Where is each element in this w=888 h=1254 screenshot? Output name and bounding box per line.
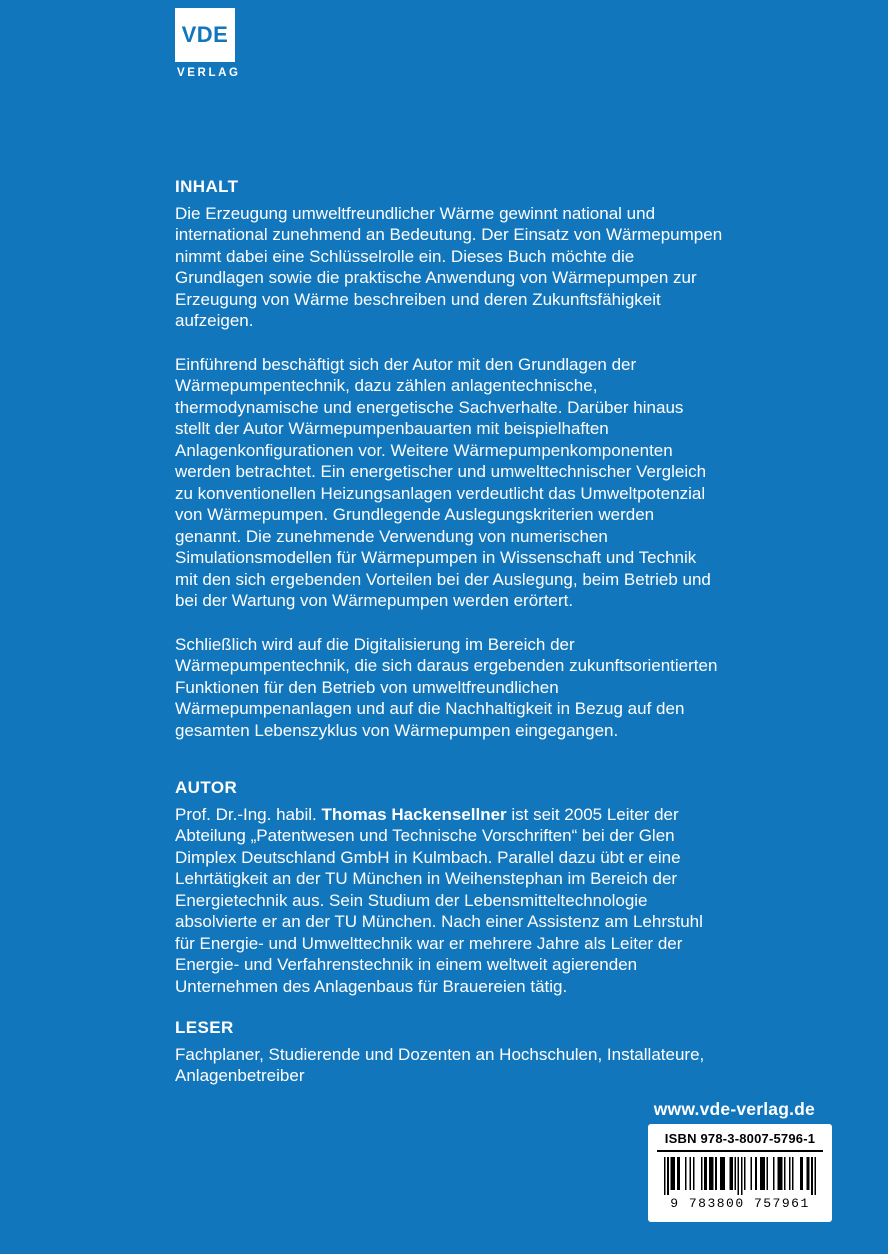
inhalt-paragraph-1: Die Erzeugung umweltfreundlicher Wärme gewinnt national und international zunehmend an Bedeutung. Der Einsatz von Wärmepumpen nimmt dabei eine Schlüsselrolle ein. Dieses Buch möchte die Grundlagen sowie die praktische Anwendung von Wärmepumpen zur Erzeugung von Wärme beschreiben und deren Zukunftsfähigkeit aufzeigen.: [175, 203, 723, 330]
section-leser: [175, 1017, 723, 1087]
leser-paragraph: Fachplaner, Studierende und Dozenten an Hochschulen, Installateure, Anlagenbetreiber: [175, 1044, 705, 1085]
autor-text-before: Prof. Dr.-Ing. habil.: [175, 804, 322, 824]
verlag-label: VERLAG: [177, 67, 241, 79]
inhalt-paragraph-2: Einführend beschäftigt sich der Autor mit den Grundlagen der Wärmepumpentechnik, dazu zählen anlagentechnische, thermodynamische und energetische Sachverhalte. Darüber hinaus stellt der Autor Wärmepumpenbauarten mit beispielhaften Anlagenkonfigurationen vor. Weitere Wärmepumpenkomponenten werden betrachtet. Ein energetischer und umwelttechnischer Vergleich zu konventionellen Heizungsanlagen verdeutlicht das Umweltpotenzial von Wärmepumpen. Grundlegende Auslegungskriterien werden genannt. Die zunehmende Verwendung von numerischen Simulationsmodellen für Wärmepumpen in Wissenschaft und Technik mit den sich ergebenden Vorteilen bei der Auslegung, beim Betrieb und bei der Wartung von Wärmepumpen werden erörtert.: [175, 354, 711, 610]
section-inhalt: [175, 176, 723, 741]
ean-barcode-icon: [664, 1157, 816, 1195]
autor-heading: AUTOR: [175, 778, 238, 797]
autor-text-after: ist seit 2005 Leiter der Abteilung „Patentwesen und Technische Vorschriften“ bei der Glen Dimplex Deutschland GmbH in Kulmbach. Parallel dazu übt er eine Lehrtätigkeit an der TU München in Weihenstephan im Bereich der Energietechnik aus. Sein Studium der Lebensmitteltechnologie absolvierte er an der TU München. Nach einer Assistenz am Lehrstuhl für Energie- und Umwelttechnik war er mehrere Jahre als Leiter der Energie- und Verfahrenstechnik in einem weltweit agierenden Unternehmen des Anlagenbaus für Brauereien tätig.: [175, 804, 703, 996]
barcode-number: 9 783800 757961: [670, 1196, 810, 1211]
publisher-logo: [175, 0, 241, 79]
leser-heading: LESER: [175, 1018, 234, 1037]
section-autor: [175, 777, 723, 997]
autor-name: Thomas Hackensellner: [321, 804, 507, 824]
isbn-divider: [657, 1150, 823, 1152]
isbn-label: ISBN 978-3-8007-5796-1: [664, 1131, 816, 1146]
vde-logo-text: VDE: [181, 22, 229, 47]
inhalt-heading: INHALT: [175, 177, 239, 196]
inhalt-paragraph-3: Schließlich wird auf die Digitalisierung im Bereich der Wärmepumpentechnik, die sich daraus ergebenden zukunftsorientierten Funktionen für den Betrieb von umweltfreundlichen Wärmepumpenanlagen und auf die Nachhaltigkeit in Bezug auf den gesamten Lebenszyklus von Wärmepumpen eingegangen.: [175, 634, 718, 740]
cover-text-column: [175, 176, 723, 1087]
website-url: www.vde-verlag.de: [653, 1099, 815, 1119]
isbn-barcode-box: [648, 1124, 832, 1222]
autor-paragraph: [175, 804, 723, 998]
vde-logo-icon: [175, 8, 235, 62]
